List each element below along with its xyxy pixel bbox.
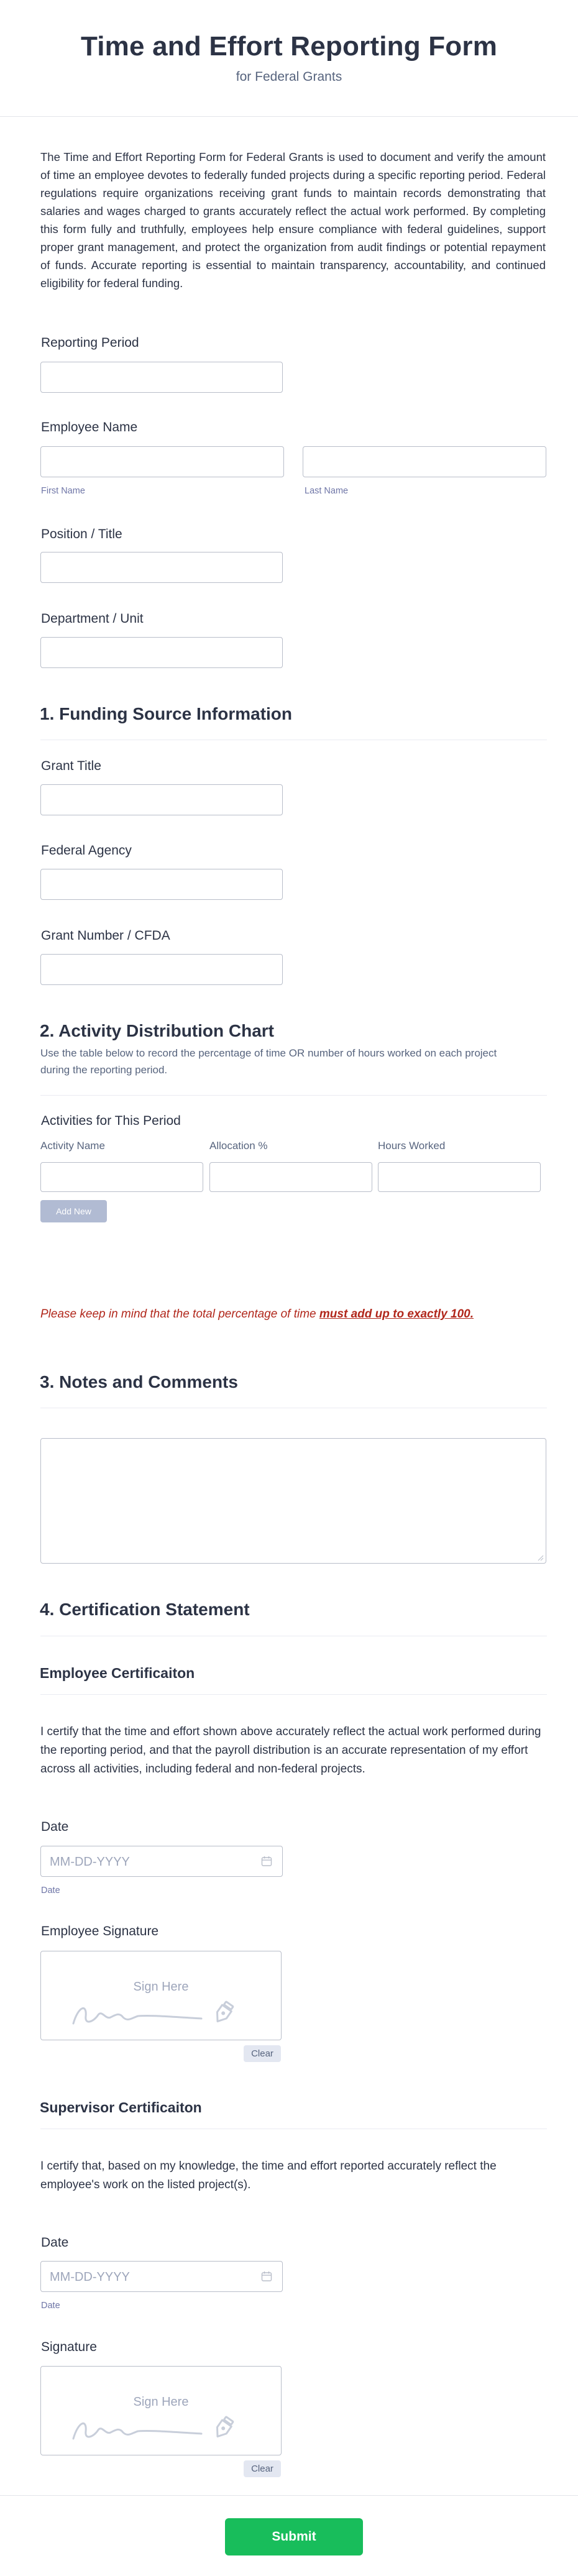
add-new-button[interactable]: Add New <box>40 1200 107 1222</box>
employee-signature-label: Employee Signature <box>41 1924 159 1938</box>
notes-textarea[interactable] <box>40 1438 546 1564</box>
column-hours-worked: Hours Worked <box>378 1140 446 1152</box>
employee-date-placeholder: MM-DD-YYYY <box>50 1855 130 1869</box>
intro-paragraph: The Time and Effort Reporting Form for Federal Grants is used to document and verify the amount of time an employee devotes to federally funded projects during a specific reporting period. Federal regulations require organizations receiving grant funds to maintain records demonstrating that salaries and wages charged to grants accurately reflect the actual work performed. By completing this form fully and truthfully, employees help ensure compliance with federal guidelines, support proper grant management, and protect the organization from audit findings or potential repayment of funds. Accurate reporting is essential to maintain transparency, accountability, and continued eligibility for federal funding. <box>40 150 546 290</box>
percentage-note-emphasis: must add up to exactly 100. <box>319 1308 474 1321</box>
form-title: Time and Effort Reporting Form <box>80 31 498 62</box>
employee-signature-pad[interactable] <box>40 1951 282 2040</box>
column-activity-name: Activity Name <box>40 1140 105 1152</box>
first-name-input[interactable] <box>40 446 284 477</box>
certification-section-title: 4. Certification Statement <box>40 1600 250 1619</box>
supervisor-date-sublabel: Date <box>41 2301 60 2311</box>
federal-agency-label: Federal Agency <box>41 843 132 858</box>
department-label: Department / Unit <box>41 612 144 626</box>
supervisor-signature-clear-button[interactable]: Clear <box>244 2460 281 2477</box>
funding-section-title: 1. Funding Source Information <box>40 704 292 723</box>
allocation-input[interactable] <box>209 1162 372 1192</box>
last-name-sublabel: Last Name <box>305 486 349 496</box>
supervisor-date-label: Date <box>41 2235 69 2250</box>
supervisor-date-input[interactable] <box>40 2261 283 2292</box>
activity-section-description: Use the table below to record the percentage of time OR number of hours worked on each project during the reporting period. <box>40 1047 497 1076</box>
reporting-period-input[interactable] <box>40 362 283 393</box>
supervisor-date-placeholder: MM-DD-YYYY <box>50 2270 130 2284</box>
employee-cert-heading: Employee Certificaiton <box>40 1665 195 1681</box>
department-input[interactable] <box>40 637 283 668</box>
supervisor-cert-heading: Supervisor Certificaiton <box>40 2099 202 2115</box>
position-label: Position / Title <box>41 527 122 541</box>
grant-title-label: Grant Title <box>41 759 101 773</box>
employee-signature-clear-button[interactable]: Clear <box>244 2045 281 2062</box>
submit-button[interactable]: Submit <box>225 2518 363 2555</box>
percentage-note-text: Please keep in mind that the total percentage of time <box>40 1308 319 1321</box>
form-body <box>0 148 578 292</box>
last-name-input[interactable] <box>303 446 546 477</box>
percentage-note <box>40 1308 474 1321</box>
first-name-sublabel: First Name <box>41 486 85 496</box>
supervisor-signature-label: Signature <box>41 2340 97 2354</box>
sign-here-text: Sign Here <box>133 1980 189 1994</box>
calendar-icon[interactable] <box>261 2271 272 2282</box>
form-header <box>0 0 578 117</box>
employee-date-sublabel: Date <box>41 1886 60 1895</box>
section-divider <box>40 1694 547 1695</box>
grant-title-input[interactable] <box>40 784 283 815</box>
reporting-period-label: Reporting Period <box>41 336 139 350</box>
notes-section-title: 3. Notes and Comments <box>40 1372 238 1391</box>
employee-date-input[interactable] <box>40 1846 283 1877</box>
grant-number-label: Grant Number / CFDA <box>41 928 170 943</box>
sign-here-text: Sign Here <box>133 2395 189 2409</box>
employee-date-label: Date <box>41 1820 69 1834</box>
supervisor-cert-text: I certify that, based on my knowledge, the time and effort reported accurately reflect the employee's work on the listed project(s). <box>40 2160 497 2191</box>
resize-handle-icon[interactable] <box>538 1555 544 1561</box>
activity-name-input[interactable] <box>40 1162 203 1192</box>
supervisor-signature-pad[interactable] <box>40 2366 282 2455</box>
form-subtitle: for Federal Grants <box>236 70 342 84</box>
grant-number-input[interactable] <box>40 954 283 985</box>
hours-worked-input[interactable] <box>378 1162 541 1192</box>
activity-section-title: 2. Activity Distribution Chart <box>40 1021 275 1040</box>
form-footer <box>0 2495 578 2576</box>
federal-agency-input[interactable] <box>40 869 283 900</box>
calendar-icon[interactable] <box>261 1856 272 1867</box>
column-allocation: Allocation % <box>209 1140 268 1152</box>
signature-pen-icon <box>71 1999 251 2030</box>
employee-cert-text: I certify that the time and effort shown above accurately reflect the actual work performed during the reporting period, and that the payroll distribution is an accurate representation of my effort across all activities, including federal and non-federal projects. <box>40 1725 541 1776</box>
signature-pen-icon <box>71 2414 251 2445</box>
position-input[interactable] <box>40 552 283 583</box>
section-divider <box>40 1095 547 1096</box>
activities-table-title: Activities for This Period <box>41 1114 181 1128</box>
employee-name-label: Employee Name <box>41 420 138 434</box>
